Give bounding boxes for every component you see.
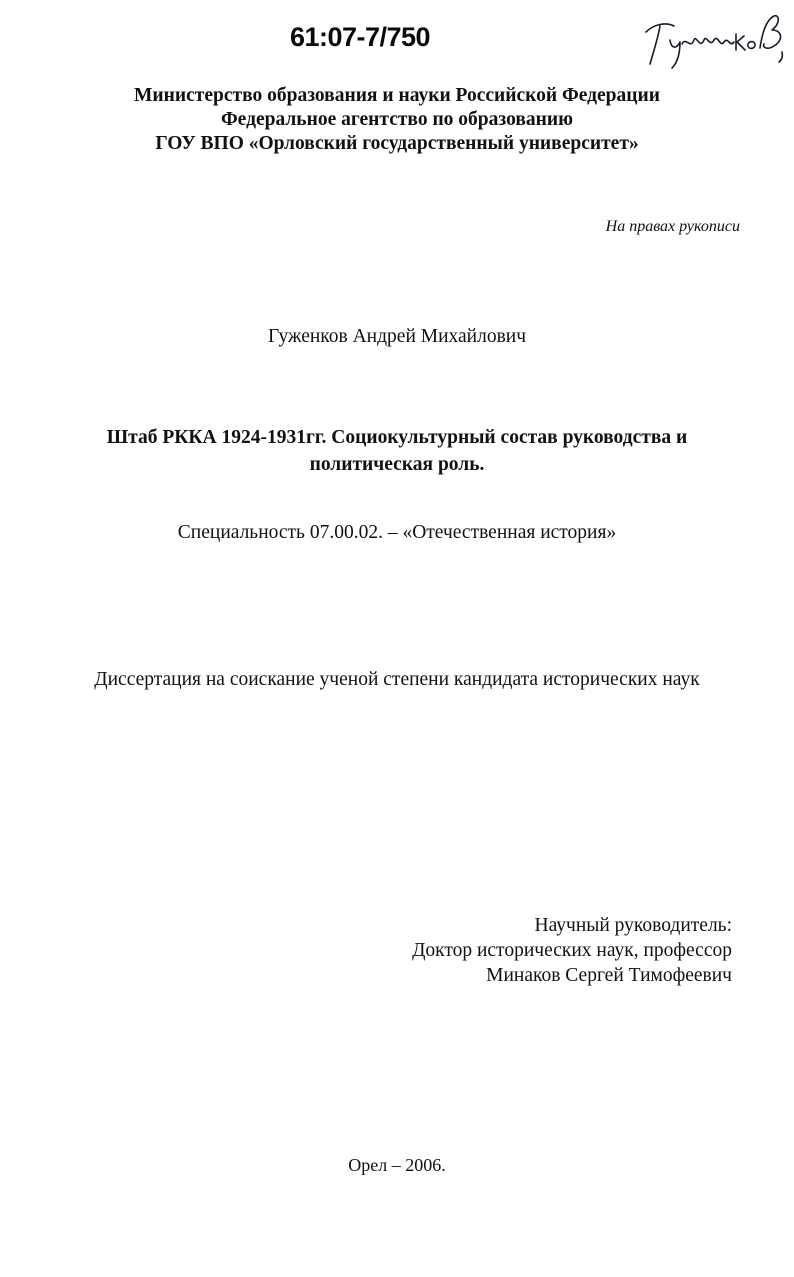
supervisor-degree: Доктор исторических наук, профессор [412,940,732,961]
university-line: ГОУ ВПО «Орловский государственный университет» [155,133,639,154]
supervisor-block [412,913,732,988]
specialty-line: Специальность 07.00.02. – «Отечественная история» [177,522,617,543]
dissertation-degree-note: Диссертация на соискание ученой степени кандидата исторических наук [94,669,700,690]
organization-header [0,84,794,156]
title-line-1: Штаб РККА 1924-1931гг. Социокультурный состав руководства и [106,427,688,448]
supervisor-label: Научный руководитель: [534,915,732,936]
dissertation-title [60,424,734,478]
place-and-year: Орел – 2006. [348,1155,446,1175]
ministry-line: Министерство образования и науки Российской Федерации [134,85,660,106]
author-name: Гуженков Андрей Михайлович [267,326,527,347]
title-line-2: политическая роль. [309,454,485,475]
archive-stamp-number: 61:07-7/750 [289,22,431,52]
handwritten-signature [640,10,790,72]
manuscript-rights-note: На правах рукописи [605,218,740,235]
supervisor-name: Минаков Сергей Тимофеевич [486,965,732,986]
agency-line: Федеральное агентство по образованию [220,109,574,130]
